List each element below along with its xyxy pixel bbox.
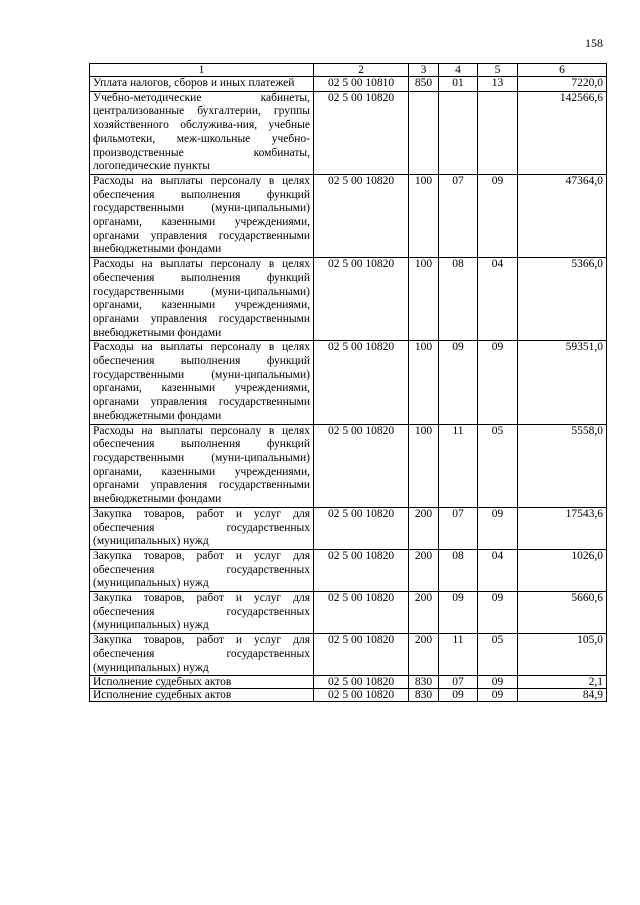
row-sum: 142566,6 xyxy=(518,91,607,174)
row-sum: 105,0 xyxy=(518,634,607,676)
table-header-row xyxy=(90,64,607,77)
row-sum: 84,9 xyxy=(518,689,607,702)
row-vr: 100 xyxy=(409,424,439,507)
row-rz: 08 xyxy=(439,549,478,591)
row-rz: 01 xyxy=(439,77,478,92)
row-name: Расходы на выплаты персоналу в целях обеспечения выполнения функций государственными (муни-ципальными) органами, казенными учреждениями, органами управления государственными внебюджетными фондами xyxy=(90,341,314,424)
row-name: Учебно-методические кабинеты, централизованные бухгалтерии, группы хозяйственного обслужива-ния, учебные фильмотеки, меж-школьные учебно-производственные комбинаты, логопедические пункты xyxy=(90,91,314,174)
row-name: Исполнение судебных актов xyxy=(90,676,314,689)
row-rz: 09 xyxy=(439,341,478,424)
row-vr: 200 xyxy=(409,549,439,591)
row-sum: 47364,0 xyxy=(518,174,607,257)
row-code: 02 5 00 10820 xyxy=(314,91,409,174)
row-sum: 5660,6 xyxy=(518,592,607,634)
row-code: 02 5 00 10820 xyxy=(314,592,409,634)
row-code: 02 5 00 10810 xyxy=(314,77,409,92)
row-rz: 07 xyxy=(439,507,478,549)
row-vr: 100 xyxy=(409,258,439,341)
row-pr: 05 xyxy=(478,634,518,676)
row-sum: 5366,0 xyxy=(518,258,607,341)
row-name: Исполнение судебных актов xyxy=(90,689,314,702)
row-code: 02 5 00 10820 xyxy=(314,174,409,257)
table-row xyxy=(90,676,607,689)
row-pr: 04 xyxy=(478,549,518,591)
row-pr: 09 xyxy=(478,341,518,424)
row-rz: 09 xyxy=(439,689,478,702)
page-number: 158 xyxy=(585,36,603,50)
row-pr xyxy=(478,91,518,174)
table-row xyxy=(90,77,607,92)
row-code: 02 5 00 10820 xyxy=(314,634,409,676)
row-sum: 2,1 xyxy=(518,676,607,689)
row-name: Расходы на выплаты персоналу в целях обеспечения выполнения функций государственными (муни-ципальными) органами, казенными учреждениями, органами управления государственными внебюджетными фондами xyxy=(90,424,314,507)
row-code: 02 5 00 10820 xyxy=(314,424,409,507)
row-code: 02 5 00 10820 xyxy=(314,258,409,341)
row-code: 02 5 00 10820 xyxy=(314,341,409,424)
row-vr: 830 xyxy=(409,676,439,689)
table-row xyxy=(90,549,607,591)
row-pr: 09 xyxy=(478,676,518,689)
table-row xyxy=(90,689,607,702)
row-vr: 830 xyxy=(409,689,439,702)
row-code: 02 5 00 10820 xyxy=(314,676,409,689)
row-pr: 09 xyxy=(478,174,518,257)
row-name: Закупка товаров, работ и услуг для обеспечения государственных (муниципальных) нужд xyxy=(90,634,314,676)
row-vr xyxy=(409,91,439,174)
header-col-3: 3 xyxy=(409,64,439,77)
row-pr: 09 xyxy=(478,689,518,702)
row-pr: 09 xyxy=(478,592,518,634)
row-rz: 07 xyxy=(439,174,478,257)
row-name: Расходы на выплаты персоналу в целях обеспечения выполнения функций государственными (муни-ципальными) органами, казенными учреждениями, органами управления государственными внебюджетными фондами xyxy=(90,174,314,257)
row-name: Уплата налогов, сборов и иных платежей xyxy=(90,77,314,92)
row-sum: 17543,6 xyxy=(518,507,607,549)
header-col-6: 6 xyxy=(518,64,607,77)
row-rz: 08 xyxy=(439,258,478,341)
row-name: Закупка товаров, работ и услуг для обеспечения государственных (муниципальных) нужд xyxy=(90,507,314,549)
table-row xyxy=(90,341,607,424)
row-rz: 09 xyxy=(439,592,478,634)
header-col-5: 5 xyxy=(478,64,518,77)
row-sum: 5558,0 xyxy=(518,424,607,507)
row-code: 02 5 00 10820 xyxy=(314,689,409,702)
table-row xyxy=(90,507,607,549)
row-vr: 100 xyxy=(409,174,439,257)
header-col-2: 2 xyxy=(314,64,409,77)
row-vr: 200 xyxy=(409,634,439,676)
row-pr: 04 xyxy=(478,258,518,341)
row-vr: 100 xyxy=(409,341,439,424)
header-col-4: 4 xyxy=(439,64,478,77)
table-row xyxy=(90,258,607,341)
row-rz: 07 xyxy=(439,676,478,689)
header-col-1: 1 xyxy=(90,64,314,77)
row-pr: 13 xyxy=(478,77,518,92)
row-rz: 11 xyxy=(439,424,478,507)
table-row xyxy=(90,174,607,257)
table-row xyxy=(90,91,607,174)
row-name: Закупка товаров, работ и услуг для обеспечения государственных (муниципальных) нужд xyxy=(90,592,314,634)
row-vr: 200 xyxy=(409,592,439,634)
table-row xyxy=(90,592,607,634)
row-sum: 59351,0 xyxy=(518,341,607,424)
row-rz xyxy=(439,91,478,174)
row-rz: 11 xyxy=(439,634,478,676)
table-row xyxy=(90,424,607,507)
row-pr: 05 xyxy=(478,424,518,507)
row-vr: 850 xyxy=(409,77,439,92)
row-name: Закупка товаров, работ и услуг для обеспечения государственных (муниципальных) нужд xyxy=(90,549,314,591)
row-sum: 1026,0 xyxy=(518,549,607,591)
row-pr: 09 xyxy=(478,507,518,549)
row-code: 02 5 00 10820 xyxy=(314,549,409,591)
budget-table xyxy=(89,63,607,702)
row-code: 02 5 00 10820 xyxy=(314,507,409,549)
row-name: Расходы на выплаты персоналу в целях обеспечения выполнения функций государственными (муни-ципальными) органами, казенными учреждениями, органами управления государственными внебюджетными фондами xyxy=(90,258,314,341)
row-vr: 200 xyxy=(409,507,439,549)
row-sum: 7220,0 xyxy=(518,77,607,92)
table-row xyxy=(90,634,607,676)
